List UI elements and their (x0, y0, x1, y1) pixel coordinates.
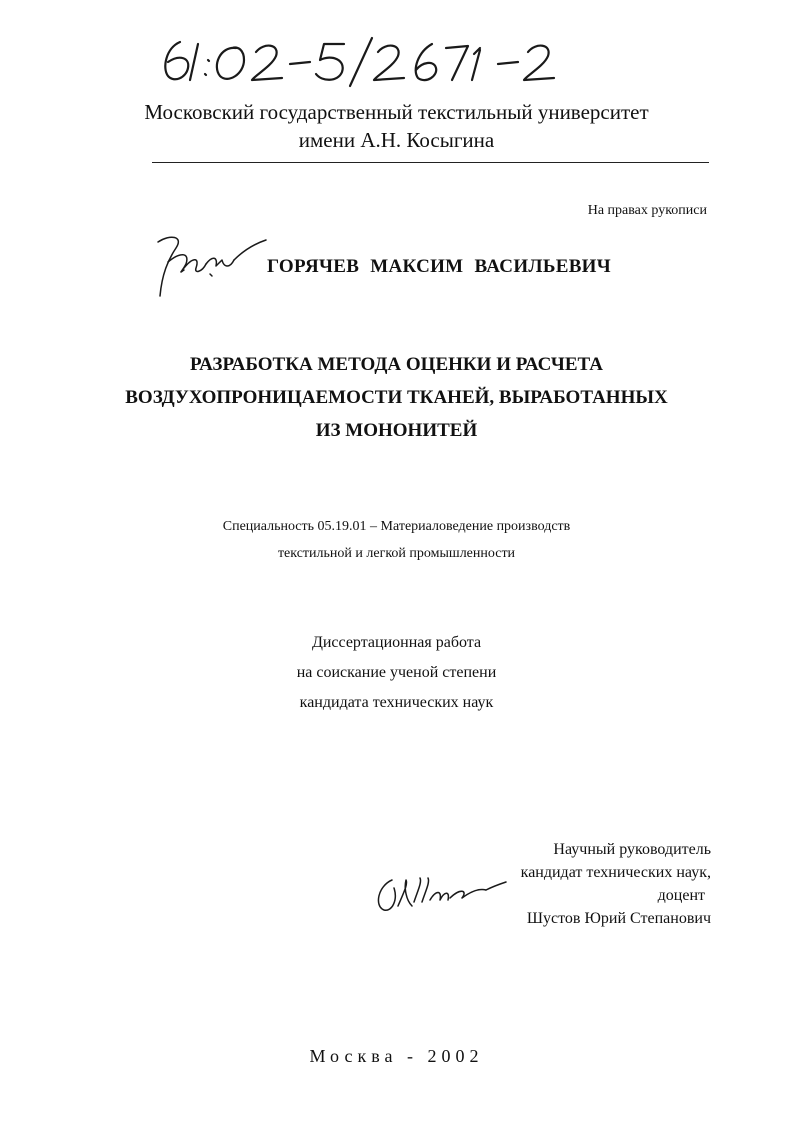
specialty (0, 513, 793, 567)
header-divider (152, 162, 709, 163)
scientific-advisor (411, 838, 711, 930)
university-line-2: имени А.Н. Косыгина (298, 128, 495, 152)
university-name (0, 98, 793, 154)
city-and-year: Москва - 2002 (309, 1046, 484, 1066)
thesis-title-line-2: ВОЗДУХОПРОНИЦАЕМОСТИ ТКАНЕЙ, ВЫРАБОТАННЫХ (125, 387, 668, 408)
thesis-title-line-1: РАЗРАБОТКА МЕТОДА ОЦЕНКИ И РАСЧЕТА (190, 354, 603, 375)
advisor-degree: кандидат технических наук, (520, 864, 711, 881)
handwritten-call-number (150, 30, 570, 90)
manuscript-rights-note: На правах рукописи (587, 203, 707, 218)
advisor-role: Научный руководитель (553, 841, 711, 858)
specialty-line-1: Специальность 05.19.01 – Материаловедение производств (222, 519, 571, 534)
advisor-name: Шустов Юрий Степанович (526, 910, 711, 927)
degree-line-1: Диссертационная работа (311, 634, 482, 651)
university-line-1: Московский государственный текстильный университет (144, 100, 649, 124)
author-name: ГОРЯЧЕВ МАКСИМ ВАСИЛЬЕВИЧ (267, 256, 611, 277)
degree-statement (0, 628, 793, 718)
degree-line-3: кандидата технических наук (299, 694, 494, 711)
thesis-title (0, 348, 793, 447)
degree-line-2: на соискание ученой степени (296, 664, 497, 681)
specialty-line-2: текстильной и легкой промышленности (277, 546, 516, 561)
advisor-title: доцент (657, 887, 705, 904)
author-signature (148, 228, 268, 300)
thesis-title-line-3: ИЗ МОНОНИТЕЙ (315, 420, 478, 441)
